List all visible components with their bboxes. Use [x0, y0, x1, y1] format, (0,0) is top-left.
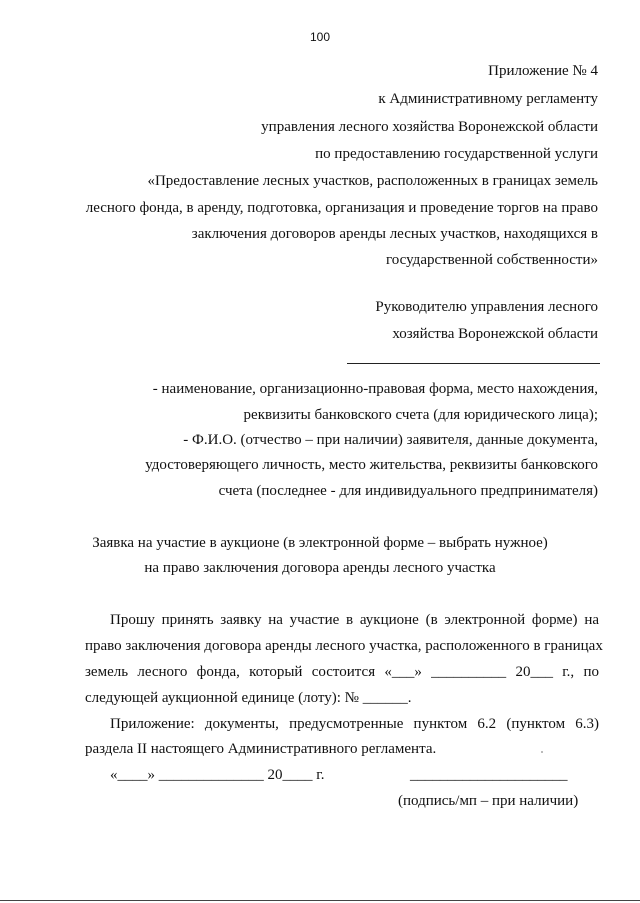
- appendix-line: управления лесного хозяйства Воронежской области: [261, 119, 598, 135]
- applicant-info-line: реквизиты банковского счета (для юридического лица);: [243, 407, 598, 423]
- attachment-paragraph-line: Приложение: документы, предусмотренные пунктом 6.2 (пунктом 6.3): [110, 716, 599, 732]
- appendix-line: к Административному регламенту: [378, 91, 598, 107]
- attachment-paragraph-line: раздела II настоящего Административного регламента.: [85, 741, 437, 757]
- appendix-line: Приложение № 4: [488, 63, 598, 79]
- applicant-info-line: счета (последнее - для индивидуального предпринимателя): [218, 483, 598, 499]
- applicant-info-line: - Ф.И.О. (отчество – при наличии) заявителя, данные документа,: [183, 432, 598, 448]
- appendix-line: по предоставлению государственной услуги: [315, 146, 598, 162]
- request-paragraph-line: следующей аукционной единице (лоту): № ______.: [85, 690, 412, 706]
- signature-line: _____________________: [410, 767, 568, 783]
- request-paragraph-line: земель лесного фонда, который состоится «___» __________ 20___ г., по: [85, 664, 599, 680]
- appendix-line: лесного фонда, в аренду, подготовка, организация и проведение торгов на право: [85, 200, 598, 216]
- addressee-blank-line: [347, 363, 600, 364]
- scan-speck: [541, 751, 543, 753]
- document-title-line: Заявка на участие в аукционе (в электронной форме – выбрать нужное): [92, 535, 548, 551]
- appendix-line: государственной собственности»: [386, 252, 598, 268]
- request-paragraph-line: Прошу принять заявку на участие в аукционе (в электронной форме) на: [110, 612, 599, 628]
- addressee-line: хозяйства Воронежской области: [392, 326, 598, 342]
- appendix-line: заключения договоров аренды лесных участков, находящихся в: [191, 226, 598, 242]
- applicant-info-line: удостоверяющего личность, место жительства, реквизиты банковского: [145, 457, 598, 473]
- signature-date-line: «____» ______________ 20____ г.: [110, 767, 325, 783]
- request-paragraph-line: право заключения договора аренды лесного участка, расположенного в границах: [85, 638, 603, 654]
- document-title-line: на право заключения договора аренды лесного участка: [144, 560, 496, 576]
- signature-caption: (подпись/мп – при наличии): [398, 793, 579, 809]
- page-number: 100: [309, 30, 331, 44]
- appendix-line: «Предоставление лесных участков, расположенных в границах земель: [147, 173, 598, 189]
- addressee-line: Руководителю управления лесного: [375, 299, 598, 315]
- page-bottom-edge: [0, 900, 640, 901]
- applicant-info-line: - наименование, организационно-правовая форма, место нахождения,: [152, 381, 598, 397]
